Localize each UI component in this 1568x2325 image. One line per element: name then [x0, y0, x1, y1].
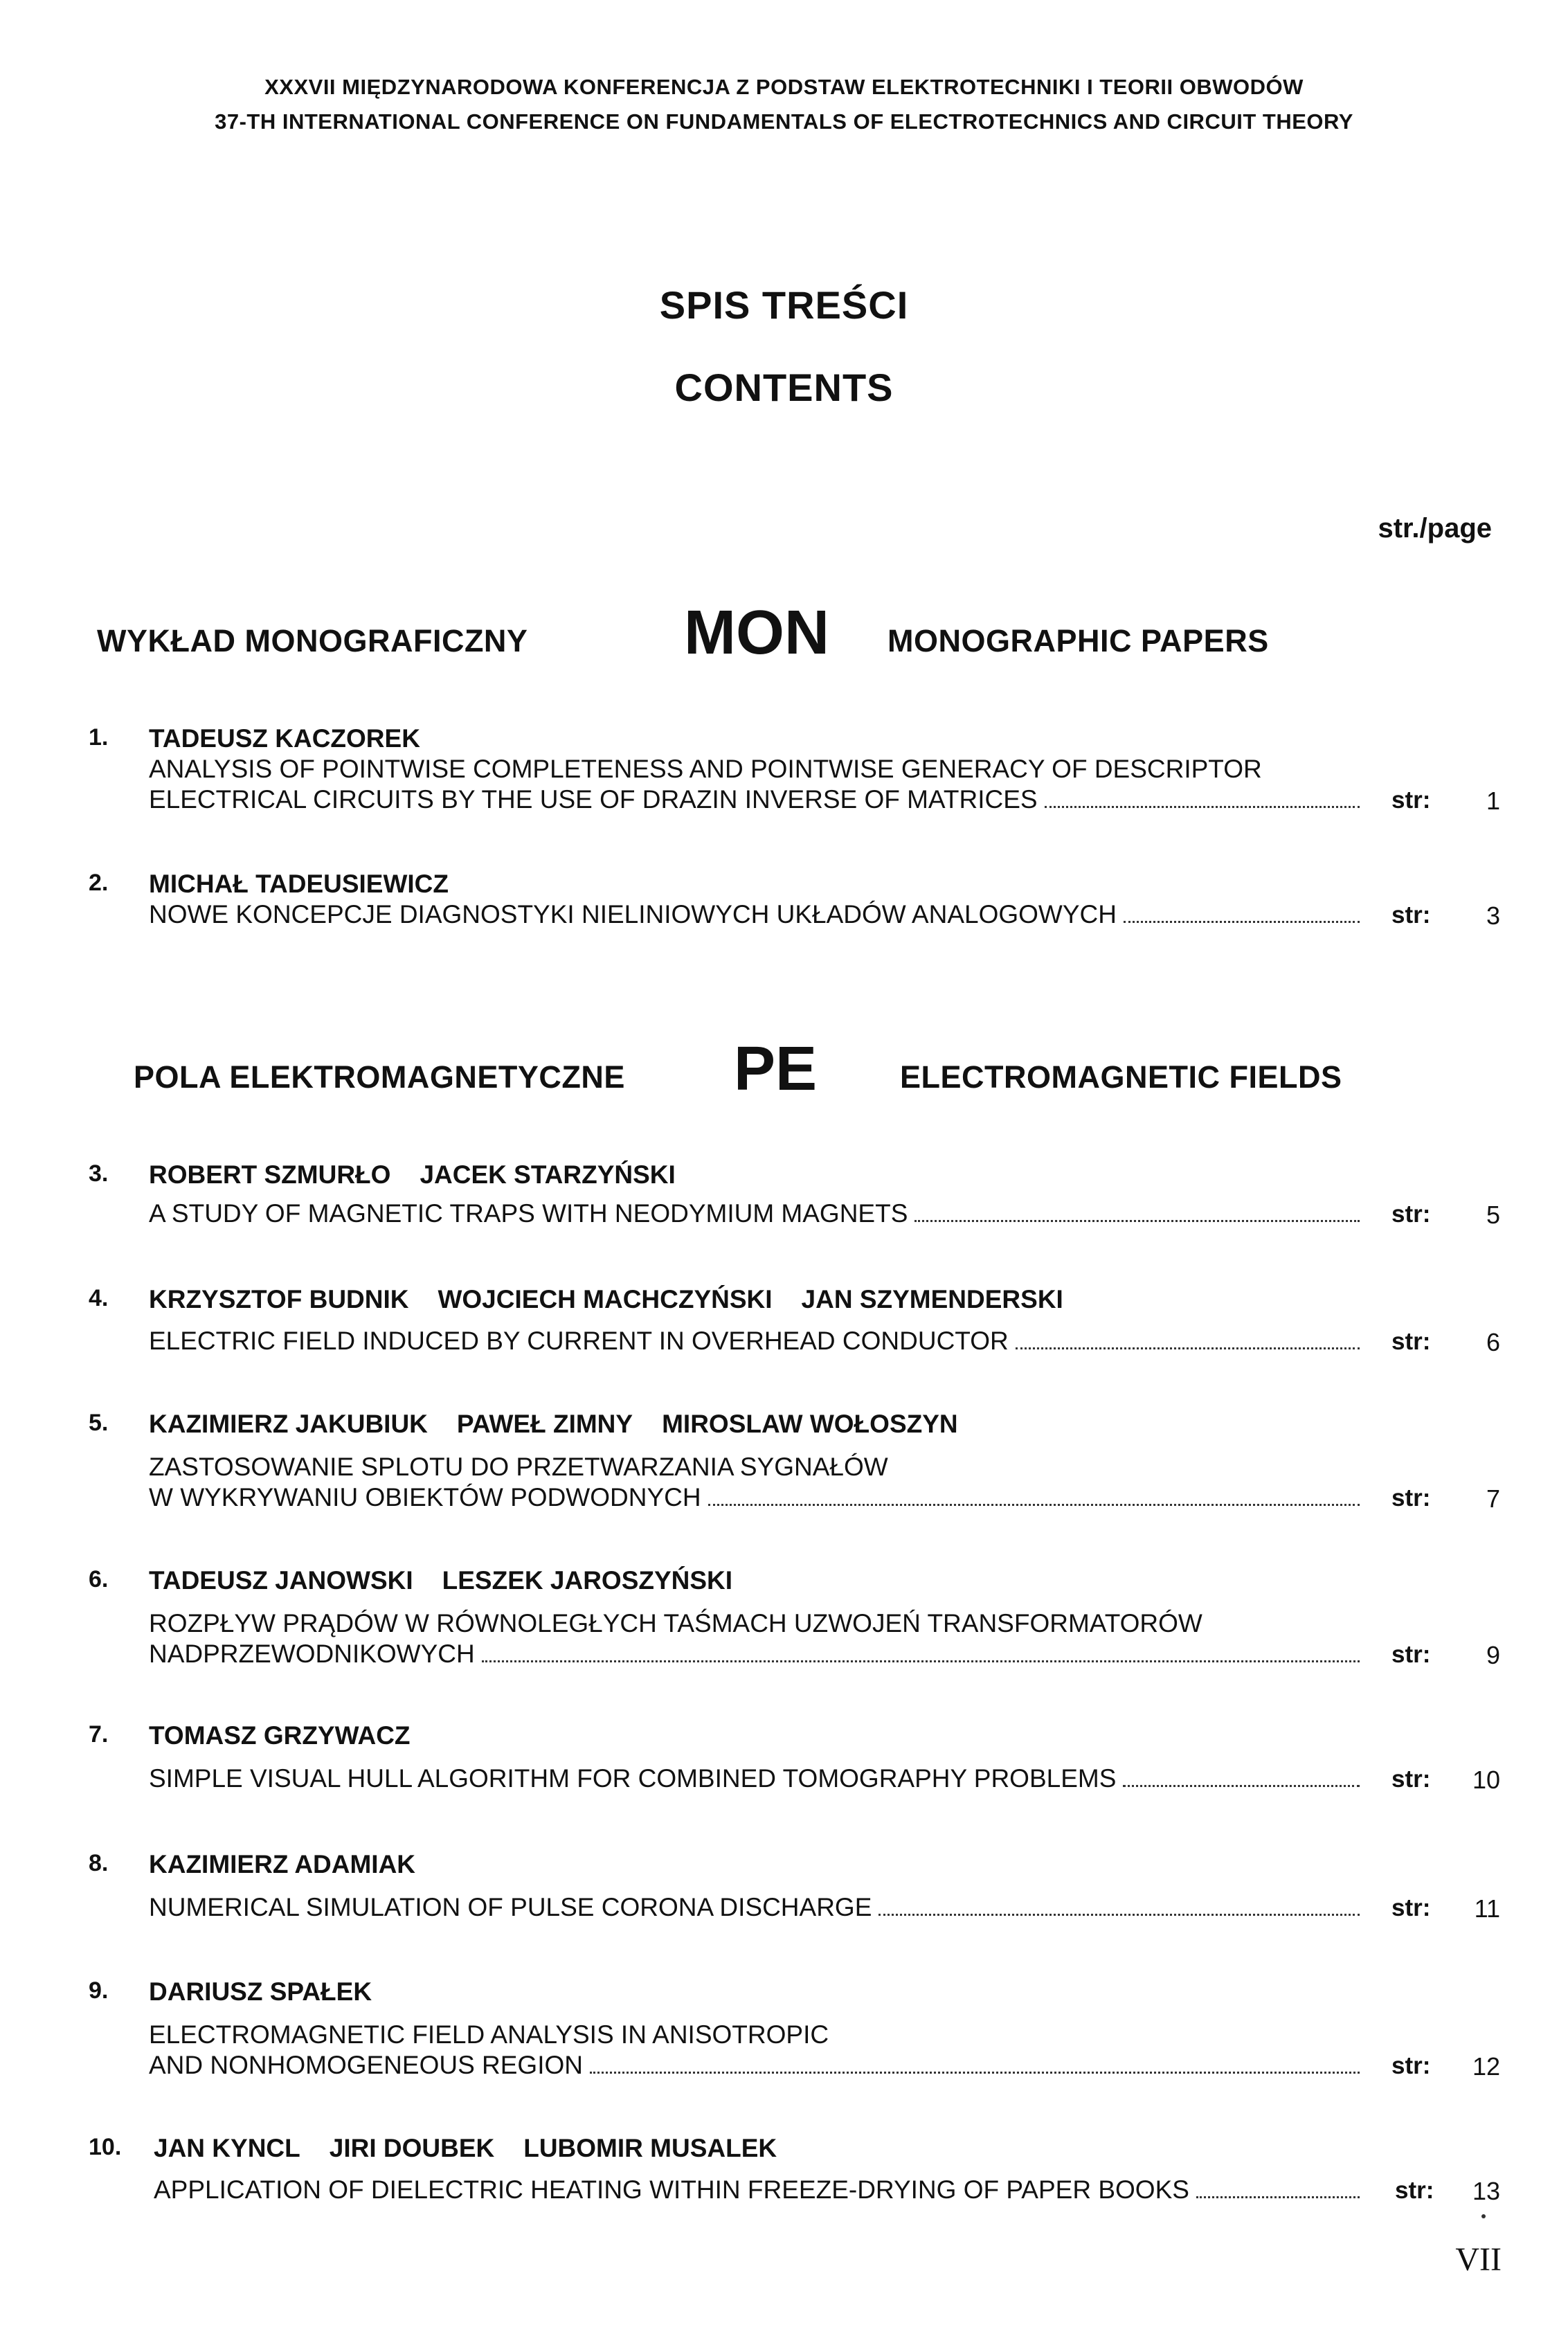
- entry-number: 3.: [89, 1160, 109, 1187]
- author: DARIUSZ SPAŁEK: [149, 1977, 372, 2006]
- entry-title-line: [149, 1453, 1364, 1482]
- entry-title-line: [149, 1609, 1364, 1638]
- author: ROBERT SZMURŁO: [149, 1160, 391, 1189]
- str-label: str:: [1391, 1766, 1431, 1793]
- entry-title-text: NUMERICAL SIMULATION OF PULSE CORONA DISCHARGE: [149, 1893, 872, 1921]
- author: WOJCIECH MACHCZYŃSKI: [438, 1285, 773, 1313]
- str-label: str:: [1391, 1484, 1431, 1511]
- author: PAWEŁ ZIMNY: [456, 1410, 633, 1438]
- entry-title-line: [149, 1199, 1364, 1228]
- entry-page: 1: [1486, 787, 1500, 815]
- entry-authors: [149, 1285, 1092, 1314]
- entry-authors: [149, 1977, 401, 2007]
- author: KAZIMIERZ ADAMIAK: [149, 1850, 416, 1878]
- dot-leader: [878, 1908, 1360, 1916]
- entry-authors: [154, 2134, 806, 2163]
- dot-leader: [914, 1214, 1360, 1222]
- entry-title-text: ELECTROMAGNETIC FIELD ANALYSIS IN ANISOTROPIC: [149, 2020, 829, 2049]
- entry-authors: [149, 1721, 440, 1750]
- str-label: str:: [1391, 787, 1431, 814]
- entry-number: 5.: [89, 1410, 109, 1436]
- entry-title-line: [149, 755, 1364, 784]
- author: MICHAŁ TADEUSIEWICZ: [149, 870, 449, 898]
- entry-page: 13: [1472, 2177, 1500, 2205]
- entry-page: 9: [1486, 1641, 1500, 1669]
- entry-title-line: [149, 785, 1364, 814]
- entry-authors: [149, 870, 478, 899]
- dot-leader: [1016, 1342, 1360, 1349]
- entry-title-text: ROZPŁYW PRĄDÓW W RÓWNOLEGŁYCH TAŚMACH UZWOJEŃ TRANSFORMATORÓW: [149, 1609, 1202, 1637]
- entry-page: 3: [1486, 901, 1500, 930]
- entry-title-text: A STUDY OF MAGNETIC TRAPS WITH NEODYMIUM MAGNETS: [149, 1199, 908, 1228]
- str-label: str:: [1391, 901, 1431, 928]
- entry-number: 2.: [89, 870, 109, 896]
- entry-page: 5: [1486, 1201, 1500, 1229]
- author: KAZIMIERZ JAKUBIUK: [149, 1410, 428, 1438]
- entry-title-text: ELECTRIC FIELD INDUCED BY CURRENT IN OVERHEAD CONDUCTOR: [149, 1327, 1009, 1355]
- entry-title-line: [149, 1893, 1364, 1922]
- scan-speck: [1481, 2214, 1486, 2218]
- dot-leader: [1196, 2191, 1360, 2198]
- author: MIROSLAW WOŁOSZYN: [662, 1410, 958, 1438]
- author: TOMASZ GRZYWACZ: [149, 1721, 411, 1750]
- section-header-mon: [0, 595, 1568, 672]
- str-label: str:: [1391, 1894, 1431, 1921]
- entry-title-line: [149, 1327, 1364, 1356]
- entry-title-text: SIMPLE VISUAL HULL ALGORITHM FOR COMBINED TOMOGRAPHY PROBLEMS: [149, 1764, 1117, 1793]
- entry-number: 8.: [89, 1850, 109, 1876]
- entry-page: 12: [1472, 2052, 1500, 2081]
- entry-page: 10: [1472, 1766, 1500, 1794]
- entry-title-line: [149, 900, 1364, 929]
- conference-title-pl: XXXVII MIĘDZYNARODOWA KONFERENCJA Z PODSTAW ELEKTROTECHNIKI I TEORII OBWODÓW: [264, 75, 1304, 99]
- section-code: MON: [684, 598, 829, 667]
- contents-title-en: CONTENTS: [674, 366, 894, 409]
- entry-authors: [149, 1566, 762, 1595]
- entry-title-text: NOWE KONCEPCJE DIAGNOSTYKI NIELINIOWYCH UKŁADÓW ANALOGOWYCH: [149, 900, 1117, 928]
- entry-number: 4.: [89, 1285, 109, 1311]
- author: LUBOMIR MUSALEK: [523, 2134, 777, 2162]
- entry-authors: [149, 1850, 444, 1879]
- author: JAN SZYMENDERSKI: [801, 1285, 1063, 1313]
- author: KRZYSZTOF BUDNIK: [149, 1285, 409, 1313]
- section-title-en: ELECTROMAGNETIC FIELDS: [900, 1059, 1342, 1095]
- entry-number: 1.: [89, 724, 109, 751]
- entry-title-text: AND NONHOMOGENEOUS REGION: [149, 2051, 583, 2079]
- entry-page: 6: [1486, 1328, 1500, 1356]
- dot-leader: [1045, 800, 1360, 808]
- entry-title-line: [149, 2051, 1364, 2080]
- str-label: str:: [1391, 1328, 1431, 1355]
- section-title-pl: WYKŁAD MONOGRAFICZNY: [97, 623, 528, 658]
- str-label: str:: [1391, 1201, 1431, 1228]
- str-label: str:: [1395, 2177, 1434, 2204]
- page-number: VII: [1455, 2241, 1502, 2278]
- dot-leader: [708, 1498, 1360, 1506]
- entry-page: 11: [1474, 1894, 1500, 1923]
- entry-authors: [149, 724, 449, 753]
- author: JAN KYNCL: [154, 2134, 300, 2162]
- author: TADEUSZ JANOWSKI: [149, 1566, 413, 1595]
- author: JIRI DOUBEK: [329, 2134, 495, 2162]
- entry-authors: [149, 1160, 705, 1190]
- page-column-label: str./page: [1378, 513, 1492, 544]
- entry-title-text: W WYKRYWANIU OBIEKTÓW PODWODNYCH: [149, 1483, 701, 1511]
- author: JACEK STARZYŃSKI: [420, 1160, 676, 1189]
- str-label: str:: [1391, 2052, 1431, 2079]
- entry-title-text: ANALYSIS OF POINTWISE COMPLETENESS AND POINTWISE GENERACY OF DESCRIPTOR: [149, 755, 1262, 783]
- entry-number: 10.: [89, 2134, 122, 2160]
- dot-leader: [1123, 1779, 1360, 1787]
- entry-title-text: ELECTRICAL CIRCUITS BY THE USE OF DRAZIN INVERSE OF MATRICES: [149, 785, 1038, 814]
- entry-title-text: ZASTOSOWANIE SPLOTU DO PRZETWARZANIA SYGNAŁÓW: [149, 1453, 888, 1481]
- author: LESZEK JAROSZYŃSKI: [442, 1566, 733, 1595]
- author: TADEUSZ KACZOREK: [149, 724, 420, 753]
- dot-leader: [590, 2066, 1360, 2074]
- entry-title-line: [149, 2020, 1364, 2049]
- entry-number: 7.: [89, 1721, 109, 1748]
- entry-title-line: [149, 1640, 1364, 1669]
- entry-authors: [149, 1410, 987, 1439]
- dot-leader: [1124, 915, 1360, 923]
- entry-title-line: [154, 2175, 1364, 2205]
- entry-title-text: NADPRZEWODNIKOWYCH: [149, 1640, 475, 1668]
- dot-leader: [482, 1655, 1360, 1662]
- conference-title-en: 37-TH INTERNATIONAL CONFERENCE ON FUNDAMENTALS OF ELECTROTECHNICS AND CIRCUIT THEORY: [215, 109, 1353, 134]
- entry-page: 7: [1486, 1484, 1500, 1513]
- entry-number: 6.: [89, 1566, 109, 1592]
- contents-title-pl: SPIS TREŚCI: [659, 283, 909, 327]
- entry-title-text: APPLICATION OF DIELECTRIC HEATING WITHIN FREEZE-DRYING OF PAPER BOOKS: [154, 2175, 1189, 2204]
- entry-title-line: [149, 1483, 1364, 1512]
- section-code: PE: [734, 1034, 818, 1104]
- entry-number: 9.: [89, 1977, 109, 2004]
- entry-title-line: [149, 1764, 1364, 1793]
- section-title-pl: POLA ELEKTROMAGNETYCZNE: [134, 1059, 625, 1095]
- section-header-pe: [0, 1032, 1568, 1108]
- section-title-en: MONOGRAPHIC PAPERS: [887, 623, 1269, 658]
- str-label: str:: [1391, 1641, 1431, 1668]
